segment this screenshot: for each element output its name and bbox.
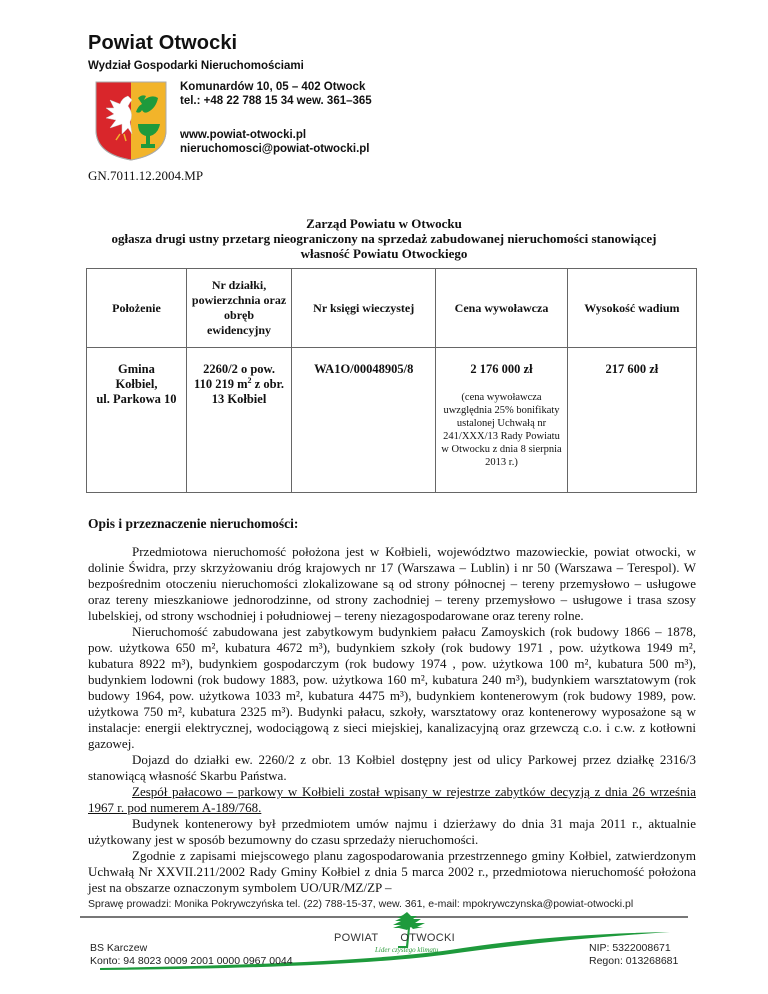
organization-title: Powiat Otwocki: [88, 32, 238, 54]
property-table: [86, 268, 697, 493]
website-link[interactable]: www.powiat-otwocki.pl: [180, 129, 307, 141]
bank-name: BS Karczew: [90, 942, 148, 954]
bank-info: [90, 942, 293, 968]
plot-line: [191, 377, 287, 392]
plot-line: 13 Kołbiel: [211, 392, 267, 406]
reference-number: GN.7011.12.2004.MP: [88, 168, 204, 183]
cell-land-register: WA1O/00048905/8: [292, 348, 436, 493]
paragraph: Nieruchomość zabudowana jest zabytkowym budynkiem pałacu Zamoyskich (rok budowy 1866 – 1878, pow. użytkowa 650 m², kubatura 4672 m³), budynkiem szkoły (rok budowy 1971 , pow. użytkowa 1949 m², kubatura 8922 m³), budynkiem gospodarczym (rok budowy 1974 , pow. użytkowa 100 m², kubatura 500 m³), budynkiem lodowni (rok budowy 1883, pow. użytkowa 160 m², kubatura 240 m³), budynkiem warsztatowym (rok budowy 1964, pow. użytkowa 1033 m², kubatura 4475 m³), budynkiem kontenerowym (rok budowy 1989, pow. użytkowa 750 m², kubatura 2325 m³). Budynki pałacu, szkoły, warsztatowy oraz kontenerowy wyposażone są w instalacje: energii elektrycznej, wodociągową z sieci miejskiej, kanalizacyjną oraz grzewczą c.o. i c.w. z kotłowni gazowej.: [88, 624, 696, 751]
table-header-row: [87, 269, 697, 348]
header-deposit: Wysokość wadium: [567, 269, 696, 348]
announcement-heading: [60, 216, 708, 261]
cell-price: [436, 348, 567, 493]
paragraph: Zgodnie z zapisami miejscowego planu zagospodarowania przestrzennego gminy Kołbiel, zatwierdzonym Uchwałą Nr XXVII.211/2002 Rady Gminy Kołbiel z dnia 5 marca 2002 r., przedmiotowa nieruchomość położona jest na obszarze oznaczonym symbolem UO/UR/MZ/ZP –: [88, 848, 696, 895]
table-row: [87, 348, 697, 493]
case-handler-info: Sprawę prowadzi: Monika Pokrywczyńska tel. (22) 788-15-37, wew. 361, e-mail: mpokrywczynska@powiat-otwocki.pl: [88, 898, 634, 910]
price-value: 2 176 000 zł: [470, 362, 533, 376]
plot-area: 110 219 m: [194, 377, 248, 391]
header-plot: Nr działki, powierzchnia oraz obręb ewidencyjny: [186, 269, 291, 348]
paragraph-monument-register: Zespół pałacowo – parkowy w Kołbieli został wpisany w rejestrze zabytków decyzją z dnia 26 września 1967 r. pod numerem A-189/768.: [88, 784, 696, 815]
email-link[interactable]: nieruchomosci@powiat-otwocki.pl: [180, 143, 370, 155]
logo-word-left: POWIAT: [334, 932, 379, 944]
cell-location: [87, 348, 187, 493]
tax-ids: [589, 942, 678, 968]
regon-number: Regon: 013268681: [589, 955, 679, 967]
description-body: [88, 544, 696, 896]
header-land-register: Nr księgi wieczystej: [292, 269, 436, 348]
announcement-line-1: Zarząd Powiatu w Otwocku: [306, 216, 462, 231]
address-block: [180, 80, 372, 108]
plot-area-unit-exponent: 2: [247, 375, 252, 385]
logo-word-right: OTWOCKI: [400, 932, 456, 944]
contact-block: [180, 128, 369, 156]
footer-logo-text: [334, 932, 455, 944]
plot-line: 2260/2 o pow.: [203, 362, 275, 376]
paragraph: Przedmiotowa nieruchomość położona jest w Kołbieli, województwo mazowieckie, powiat otwocki, w dolinie Świdra, przy skrzyżowaniu dróg krajowych nr 17 (Warszawa – Lublin) i nr 50 (Warszawa – Terespol). W bezpośrednim otoczeniu nieruchomości zlokalizowane są od strony północnej – tereny przemysłowo – usługowe oraz tereny mieszkaniowe jednorodzinne, od strony zachodniej – tereny przemysłowo – usługowe i trasa szosy lubelskiej, od strony wschodniej i południowej – tereny niezagospodarowane oraz tereny rolne.: [88, 544, 696, 623]
section-title: Opis i przeznaczenie nieruchomości:: [88, 516, 299, 531]
header-location: Położenie: [87, 269, 187, 348]
location-line: ul. Parkowa 10: [96, 392, 177, 406]
announcement-line-3: własność Powiatu Otwockiego: [300, 246, 468, 261]
address-line: Komunardów 10, 05 – 402 Otwock: [180, 81, 366, 93]
header-price: Cena wywoławcza: [436, 269, 567, 348]
phone-line: tel.: +48 22 788 15 34 wew. 361–365: [180, 95, 372, 107]
announcement-line-2: ogłasza drugi ustny przetarg nieograniczony na sprzedaż zabudowanej nieruchomości stanowiącej: [111, 231, 657, 246]
plot-area-suffix: z obr.: [251, 377, 285, 391]
price-note: (cena wywoławcza uwzględnia 25% bonifikaty ustalonej Uchwałą nr 241/XXX/13 Rady Powiatu w Otwocku z dnia 8 sierpnia 2013 r.): [441, 392, 562, 468]
nip-number: NIP: 5322008671: [589, 942, 671, 954]
footer-tagline: Lider czystego klimatu: [375, 946, 439, 954]
bank-account: Konto: 94 8023 0009 2001 0000 0967 0044: [90, 955, 293, 967]
paragraph: Budynek kontenerowy był przedmiotem umów najmu i dzierżawy do dnia 31 maja 2011 r., aktualnie użytkowany jest w sposób bezumowny do czasu sprzedaży nieruchomości.: [88, 816, 696, 847]
cell-deposit: 217 600 zł: [567, 348, 696, 493]
coat-of-arms-icon: [94, 80, 168, 162]
cell-plot: [186, 348, 291, 493]
department-name: Wydział Gospodarki Nieruchomościami: [88, 60, 304, 72]
location-line: Gmina: [118, 362, 155, 376]
paragraph: Dojazd do działki ew. 2260/2 z obr. 13 Kołbiel dostępny jest od ulicy Parkowej przez działkę 2316/3 stanowiącą własność Skarbu Państwa.: [88, 752, 696, 783]
location-line: Kołbiel,: [115, 377, 158, 391]
